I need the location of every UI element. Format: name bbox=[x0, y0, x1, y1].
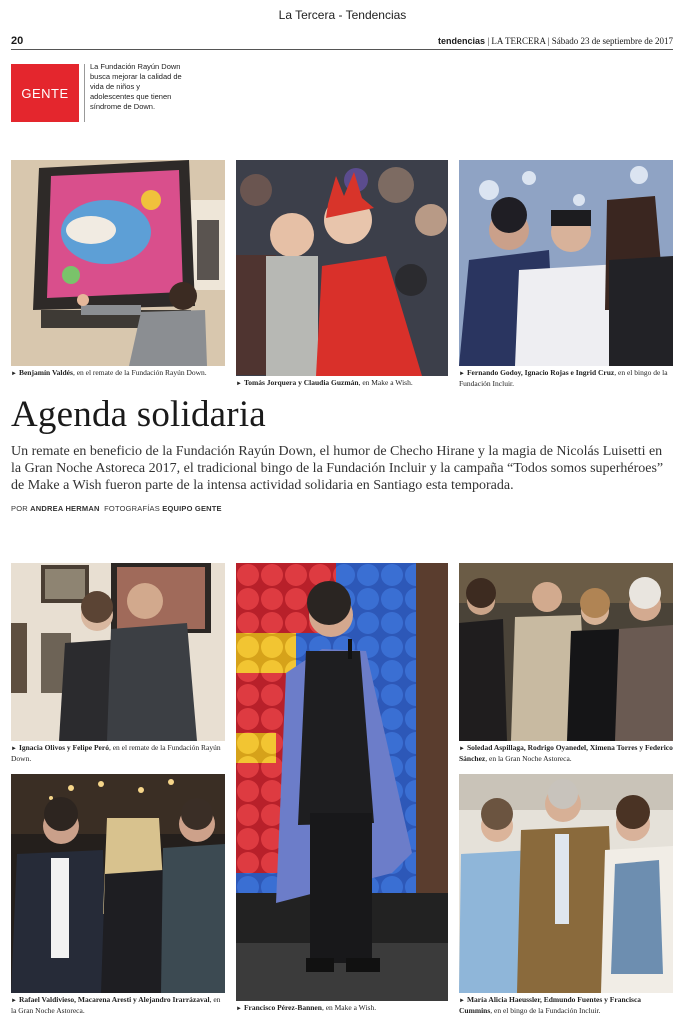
paper-name: LA TERCERA bbox=[491, 36, 546, 46]
dateline bbox=[438, 36, 673, 46]
section-description: La Fundación Rayún Down busca mejorar la calidad de vida de niños y adolescentes que tienen síndrome de Down. bbox=[90, 62, 182, 111]
photo-rafael-macarena-alejandro bbox=[11, 774, 225, 993]
article-title: Agenda solidaria bbox=[11, 394, 266, 435]
caption-photo-6: ► Soledad Aspillaga, Rodrigo Oyanedel, Ximena Torres y Federico Sánchez, en la Gran Noche Astoreca. bbox=[459, 743, 673, 763]
photo-francisco-perez-bannen bbox=[236, 563, 448, 1001]
caption-photo-5: ► Francisco Pérez-Bannen, en Make a Wish. bbox=[236, 1003, 377, 1012]
section-name: tendencias bbox=[438, 36, 486, 46]
photo-tomas-claudia bbox=[236, 160, 448, 376]
photo-credit: EQUIPO GENTE bbox=[162, 504, 222, 513]
section-label-box: GENTE bbox=[11, 64, 79, 122]
caption-photo-3: ► Fernando Godoy, Ignacio Rojas e Ingrid Cruz, en el bingo de la Fundación Incluir. bbox=[459, 368, 668, 388]
caption-photo-1: ► Benjamín Valdés, en el remate de la Fundación Rayún Down. bbox=[11, 368, 207, 377]
photo-ignacia-felipe bbox=[11, 563, 225, 741]
dateline-separator: | bbox=[487, 36, 490, 46]
article-lead: Un remate en beneficio de la Fundación Rayún Down, el humor de Checho Hirane y la magia de Nicolás Luisetti en la Gran Noche Astoreca 2017, el tradicional bingo de la Fundación Incluir y la campaña “Todos somos superhéroes” de Make a Wish fueron parte de la intensa actividad solidaria en Santiago esta temporada. bbox=[11, 444, 664, 493]
author-name: ANDREA HERMAN bbox=[30, 504, 100, 513]
photo-benjamin-valdes bbox=[11, 160, 225, 366]
byline: POR ANDREA HERMAN FOTOGRAFÍAS EQUIPO GENTE bbox=[11, 504, 222, 513]
page-number: 20 bbox=[11, 35, 24, 47]
photo-soledad-rodrigo-ximena-federico bbox=[459, 563, 673, 741]
photo-fernando-ignacio-ingrid bbox=[459, 160, 673, 366]
window-title: La Tercera - Tendencias bbox=[278, 8, 407, 22]
issue-date: Sábado 23 de septiembre de 2017 bbox=[551, 36, 673, 46]
dateline-separator: | bbox=[547, 36, 550, 46]
page-header bbox=[11, 35, 673, 48]
caption-photo-2: ► Tomás Jorquera y Claudia Guzmán, en Make a Wish. bbox=[236, 378, 413, 387]
header-rule bbox=[11, 49, 673, 50]
section-divider bbox=[84, 64, 85, 122]
photo-maria-edmundo-francisca bbox=[459, 774, 673, 993]
caption-photo-4: ► Ignacia Olivos y Felipe Peró, en el remate de la Fundación Rayún Down. bbox=[11, 743, 221, 763]
caption-photo-8: ► María Alicia Haeussler, Edmundo Fuentes y Francisca Cummins, en el bingo de la Fundación Incluir. bbox=[459, 995, 642, 1015]
caption-photo-7: ► Rafael Valdivieso, Macarena Aresti y Alejandro Irarrázaval, en la Gran Noche Astoreca. bbox=[11, 995, 221, 1015]
